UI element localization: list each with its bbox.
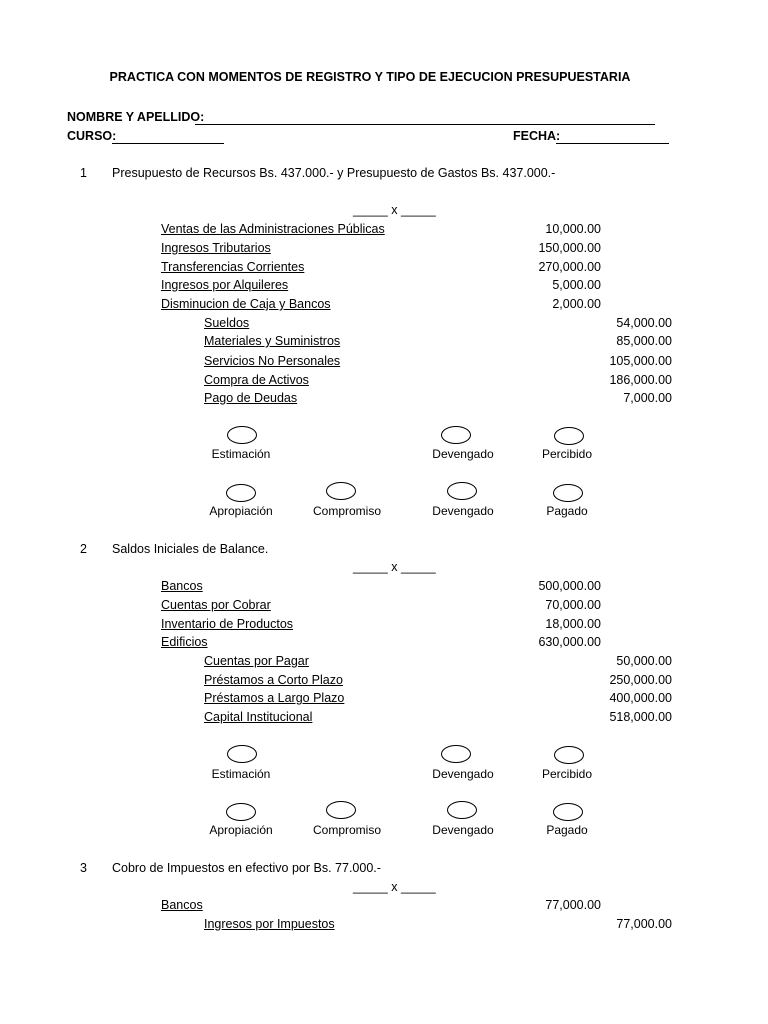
moment-label: Percibido	[541, 447, 593, 461]
moment-circle-compromiso[interactable]	[326, 482, 356, 500]
moment-label: Apropiación	[209, 504, 273, 518]
moment-circle-apropiacion[interactable]	[226, 484, 256, 502]
moment-circle-compromiso[interactable]	[326, 801, 356, 819]
credit-account: Sueldos	[204, 316, 250, 330]
credit-account: Préstamos a Largo Plazo	[204, 691, 345, 705]
debit-amount: 150,000.00	[538, 241, 601, 255]
debit-account: Edificios	[161, 635, 208, 649]
debit-amount: 270,000.00	[538, 260, 601, 274]
moment-circle-pagado[interactable]	[553, 484, 583, 502]
exercise-number: 3	[80, 861, 87, 875]
moment-label: Pagado	[546, 504, 588, 518]
debit-account: Ingresos por Alquileres	[161, 278, 289, 292]
moment-label: Compromiso	[312, 504, 381, 518]
credit-amount: 77,000.00	[616, 917, 672, 931]
credit-account: Servicios No Personales	[204, 354, 341, 368]
exercise-statement: Presupuesto de Recursos Bs. 437.000.- y Presupuesto de Gastos Bs. 437.000.-	[112, 166, 556, 180]
debit-account: Ingresos Tributarios	[161, 241, 271, 255]
moment-label: Devengado	[432, 504, 494, 518]
debit-amount: 630,000.00	[538, 635, 601, 649]
credit-account: Préstamos a Corto Plazo	[204, 673, 343, 687]
credit-amount: 54,000.00	[616, 316, 672, 330]
credit-account: Pago de Deudas	[204, 391, 298, 405]
debit-account: Inventario de Productos	[161, 617, 294, 631]
credit-amount: 85,000.00	[616, 334, 672, 348]
debit-amount: 70,000.00	[545, 598, 601, 612]
debit-amount: 77,000.00	[545, 898, 601, 912]
moment-circle-devengado[interactable]	[447, 482, 477, 500]
debit-amount: 10,000.00	[545, 222, 601, 236]
credit-account: Capital Institucional	[204, 710, 313, 724]
credit-amount: 400,000.00	[609, 691, 672, 705]
moment-label: Pagado	[546, 823, 588, 837]
debit-amount: 18,000.00	[545, 617, 601, 631]
moment-circle-apropiacion[interactable]	[226, 803, 256, 821]
debit-amount: 500,000.00	[538, 579, 601, 593]
credit-account: Ingresos por Impuestos	[204, 917, 335, 931]
entry-separator: _____ x _____	[353, 880, 436, 894]
moment-circle-devengado[interactable]	[441, 426, 471, 444]
moment-label: Compromiso	[312, 823, 381, 837]
moment-circle-devengado[interactable]	[441, 745, 471, 763]
moment-circle-percibido[interactable]	[554, 746, 584, 764]
credit-account: Materiales y Suministros	[204, 334, 341, 348]
credit-amount: 7,000.00	[623, 391, 672, 405]
moment-circle-estimacion[interactable]	[227, 745, 257, 763]
moment-circle-estimacion[interactable]	[227, 426, 257, 444]
moment-circle-percibido[interactable]	[554, 427, 584, 445]
credit-account: Cuentas por Pagar	[204, 654, 309, 668]
credit-account: Compra de Activos	[204, 373, 309, 387]
moment-circle-devengado[interactable]	[447, 801, 477, 819]
moment-label: Percibido	[541, 767, 593, 781]
debit-account: Bancos	[161, 898, 203, 912]
exercise-number: 2	[80, 542, 87, 556]
moment-label: Estimación	[211, 767, 271, 781]
credit-amount: 105,000.00	[609, 354, 672, 368]
exercise-statement: Cobro de Impuestos en efectivo por Bs. 77.000.-	[112, 861, 381, 875]
moment-label: Devengado	[432, 447, 494, 461]
exercise-statement: Saldos Iniciales de Balance.	[112, 542, 269, 556]
credit-amount: 250,000.00	[609, 673, 672, 687]
debit-amount: 2,000.00	[552, 297, 601, 311]
debit-amount: 5,000.00	[552, 278, 601, 292]
nombre-label: NOMBRE Y APELLIDO:	[67, 110, 205, 124]
moment-label: Estimación	[211, 447, 271, 461]
debit-account: Ventas de las Administraciones Públicas	[161, 222, 385, 236]
moment-label: Apropiación	[209, 823, 273, 837]
entry-separator: _____ x _____	[353, 560, 436, 574]
page-title: PRACTICA CON MOMENTOS DE REGISTRO Y TIPO DE EJECUCION PRESUPUESTARIA	[109, 70, 631, 84]
curso-field[interactable]	[112, 143, 224, 144]
entry-separator: _____ x _____	[353, 203, 436, 217]
fecha-field[interactable]	[556, 143, 669, 144]
fecha-label: FECHA:	[513, 129, 561, 143]
moment-circle-pagado[interactable]	[553, 803, 583, 821]
credit-amount: 50,000.00	[616, 654, 672, 668]
credit-amount: 518,000.00	[609, 710, 672, 724]
exercise-number: 1	[80, 166, 87, 180]
debit-account: Bancos	[161, 579, 203, 593]
nombre-field[interactable]	[195, 124, 655, 125]
credit-amount: 186,000.00	[609, 373, 672, 387]
debit-account: Disminucion de Caja y Bancos	[161, 297, 331, 311]
moment-label: Devengado	[432, 767, 494, 781]
moment-label: Devengado	[432, 823, 494, 837]
debit-account: Cuentas por Cobrar	[161, 598, 271, 612]
debit-account: Transferencias Corrientes	[161, 260, 305, 274]
curso-label: CURSO:	[67, 129, 117, 143]
